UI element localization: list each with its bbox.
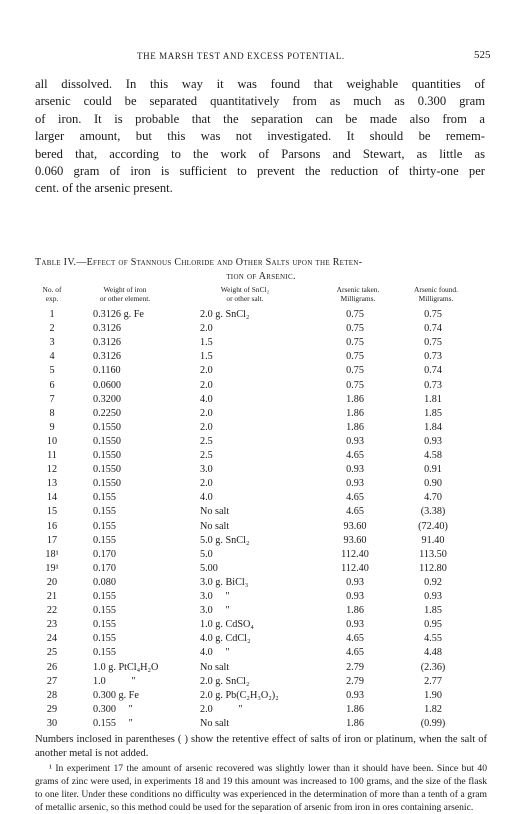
- cell-arsenic-found: 0.74: [424, 323, 442, 335]
- body-paragraph: [35, 76, 485, 198]
- cell-iron-weight: 0.300 ": [93, 703, 133, 715]
- cell-exp-no: 29: [46, 703, 58, 715]
- cell-salt-weight: 3.0 ": [200, 591, 230, 602]
- cell-iron-weight: 0.155: [93, 633, 116, 645]
- cell-arsenic-taken: 0.75: [346, 309, 364, 320]
- paragraph-line: 0.060 gram of iron is sufficient to prevent the reduction of thirty-one per: [35, 164, 485, 179]
- cell-arsenic-found: (2.36): [420, 661, 446, 673]
- table-row: [0, 436, 517, 451]
- paragraph-line: arsenic could be separated quantitatively from as much as 0.300 gram: [35, 94, 485, 109]
- cell-arsenic-taken: 0.93: [346, 619, 364, 631]
- table-row: [0, 478, 517, 493]
- cell-iron-weight: 0.1160: [93, 365, 121, 377]
- cell-arsenic-found: 0.91: [424, 464, 442, 476]
- table-row: [0, 450, 517, 465]
- cell-exp-no: 6: [49, 379, 55, 391]
- cell-arsenic-found: 0.73: [424, 379, 442, 391]
- cell-arsenic-taken: 112.40: [341, 562, 369, 574]
- cell-iron-weight: 0.155: [93, 619, 116, 631]
- table-row: [0, 633, 517, 648]
- paragraph-line: bered that, according to the work of Parsons and Stewart, as little as: [35, 146, 485, 161]
- cell-exp-no: 26: [46, 661, 58, 673]
- cell-salt-weight: No salt: [200, 717, 230, 729]
- table-caption: [35, 256, 487, 284]
- cell-arsenic-taken: 0.75: [346, 337, 364, 349]
- cell-arsenic-found: 0.92: [424, 576, 442, 588]
- column-header-salt: Weight of SnCl₂ or other salt.: [220, 285, 270, 303]
- cell-exp-no: 12: [46, 464, 58, 476]
- cell-iron-weight: 0.155: [93, 520, 116, 532]
- cell-exp-no: 11: [47, 450, 57, 461]
- cell-arsenic-found: 113.50: [419, 548, 447, 560]
- cell-arsenic-found: 0.95: [424, 619, 442, 631]
- table-row: [0, 506, 517, 521]
- cell-iron-weight: 0.3126 g. Fe: [93, 309, 144, 320]
- cell-exp-no: 20: [46, 576, 58, 588]
- cell-exp-no: 10: [46, 435, 58, 447]
- cell-salt-weight: 4.0: [200, 492, 213, 504]
- table-row: [0, 591, 517, 606]
- cell-salt-weight: 3.0 g. BiCl₃: [200, 576, 249, 588]
- cell-arsenic-taken: 1.86: [346, 407, 364, 419]
- table-row: [0, 690, 517, 705]
- cell-iron-weight: 0.155 ": [93, 717, 133, 729]
- cell-arsenic-taken: 0.93: [346, 576, 364, 588]
- cell-iron-weight: 0.155: [93, 647, 116, 659]
- cell-arsenic-found: 1.82: [424, 703, 442, 715]
- cell-salt-weight: No salt: [200, 506, 230, 518]
- table-row: [0, 535, 517, 550]
- table-row: [0, 309, 517, 324]
- cell-salt-weight: 1.5: [200, 337, 213, 349]
- cell-arsenic-taken: 1.86: [346, 393, 364, 405]
- cell-exp-no: 18¹: [45, 548, 59, 560]
- table-row: [0, 380, 517, 395]
- cell-iron-weight: 0.3126: [93, 337, 122, 349]
- cell-arsenic-found: 4.58: [424, 450, 442, 461]
- cell-iron-weight: 0.3126: [93, 323, 122, 335]
- cell-iron-weight: 0.3126: [93, 351, 122, 363]
- cell-arsenic-found: 0.74: [424, 365, 442, 377]
- cell-arsenic-found: 1.90: [424, 689, 442, 701]
- table-row: [0, 351, 517, 366]
- cell-arsenic-taken: 0.93: [346, 591, 364, 602]
- table-row: [0, 408, 517, 423]
- cell-iron-weight: 0.170: [93, 548, 116, 560]
- cell-arsenic-taken: 93.60: [343, 520, 367, 532]
- cell-salt-weight: 4.0: [200, 393, 213, 405]
- cell-arsenic-found: 4.48: [424, 647, 442, 659]
- cell-arsenic-found: 0.93: [424, 435, 442, 447]
- cell-arsenic-taken: 4.65: [346, 633, 364, 645]
- cell-salt-weight: 2.0: [200, 323, 213, 335]
- cell-arsenic-taken: 4.65: [346, 450, 364, 461]
- cell-salt-weight: No salt: [200, 520, 230, 532]
- cell-iron-weight: 0.3200: [93, 393, 122, 405]
- cell-iron-weight: 1.0 g. PtCl₄H₂O: [93, 661, 159, 673]
- table-row: [0, 619, 517, 634]
- paragraph-line: of iron. It is probable that the separation can be made also from a: [35, 111, 485, 126]
- table-row: [0, 577, 517, 592]
- cell-salt-weight: No salt: [200, 661, 230, 673]
- column-header-no: No. of exp.: [42, 285, 62, 303]
- cell-exp-no: 22: [46, 605, 58, 617]
- cell-exp-no: 2: [49, 323, 55, 335]
- cell-iron-weight: 0.1550: [93, 464, 122, 476]
- cell-salt-weight: 4.0 ": [200, 647, 230, 659]
- cell-exp-no: 5: [49, 365, 55, 377]
- cell-arsenic-found: 0.73: [424, 351, 442, 363]
- cell-arsenic-found: (3.38): [420, 506, 446, 518]
- cell-salt-weight: 2.0 g. Pb(C₂H₃O₂)₂: [200, 689, 279, 701]
- cell-iron-weight: 0.1550: [93, 478, 122, 490]
- cell-exp-no: 17: [46, 534, 58, 546]
- table-caption-line: Table IV.—Effect of Stannous Chloride and Other Salts upon the Reten-: [35, 257, 363, 268]
- cell-iron-weight: 0.2250: [93, 407, 122, 419]
- cell-arsenic-taken: 2.79: [346, 675, 364, 687]
- running-title: THE MARSH TEST AND EXCESS POTENTIAL.: [137, 51, 345, 61]
- cell-salt-weight: 5.0: [200, 548, 213, 560]
- cell-arsenic-found: 1.85: [424, 407, 442, 419]
- cell-exp-no: 3: [49, 337, 55, 349]
- cell-exp-no: 7: [49, 393, 55, 405]
- table-caption-line: tion of Arsenic.: [226, 271, 296, 282]
- cell-iron-weight: 0.1550: [93, 421, 122, 433]
- cell-arsenic-found: 0.93: [424, 591, 442, 602]
- running-head: [0, 49, 517, 63]
- cell-arsenic-taken: 1.86: [346, 605, 364, 617]
- table-row: [0, 521, 517, 536]
- cell-salt-weight: 3.0 ": [200, 605, 230, 617]
- cell-salt-weight: 1.0 g. CdSO₄: [200, 619, 254, 631]
- cell-arsenic-taken: 112.40: [341, 548, 369, 560]
- column-header-arsenic-taken: Arsenic taken. Milligrams.: [336, 285, 380, 303]
- cell-iron-weight: 1.0 ": [93, 675, 136, 687]
- cell-iron-weight: 0.155: [93, 591, 116, 602]
- cell-arsenic-taken: 0.75: [346, 379, 364, 391]
- cell-arsenic-taken: 93.60: [343, 534, 367, 546]
- cell-exp-no: 15: [46, 506, 58, 518]
- table-row: [0, 676, 517, 691]
- cell-salt-weight: 2.5: [200, 450, 213, 461]
- table-row: [0, 365, 517, 380]
- cell-exp-no: 9: [49, 421, 55, 433]
- cell-iron-weight: 0.155: [93, 534, 116, 546]
- cell-iron-weight: 0.080: [93, 576, 116, 588]
- column-header-iron: Weight of iron or other element.: [99, 285, 151, 303]
- table-row: [0, 492, 517, 507]
- table-row: [0, 549, 517, 564]
- cell-exp-no: 27: [46, 675, 58, 687]
- table-note: Numbers inclosed in parentheses ( ) show the retentive effect of salts of iron or platinum, when the salt of another metal is not added.: [35, 734, 487, 759]
- footnote: ¹ In experiment 17 the amount of arsenic recovered was slightly lower than it should have been. Since but 40 grams of zinc were used, in experiments 18 and 19 this amount was increased to 100 grams, and the size of the flask to one liter. Under these conditions no difficulty was experienced in the determination of more than a tenth of a gram of metallic arsenic, so this method could be used for the separation of arsenic from iron in ores containing arsenic.: [35, 763, 487, 813]
- table-row: [0, 422, 517, 437]
- table-row: [0, 662, 517, 677]
- cell-salt-weight: 2.0: [200, 421, 213, 433]
- cell-salt-weight: 2.0 g. SnCl₂: [200, 309, 250, 320]
- cell-salt-weight: 2.0 g. SnCl₂: [200, 675, 250, 687]
- cell-arsenic-taken: 0.93: [346, 464, 364, 476]
- cell-exp-no: 16: [46, 520, 58, 532]
- page-number: 525: [474, 49, 491, 61]
- cell-exp-no: 19¹: [45, 562, 59, 574]
- cell-iron-weight: 0.170: [93, 562, 116, 574]
- cell-arsenic-taken: 0.75: [346, 351, 364, 363]
- cell-arsenic-taken: 0.93: [346, 689, 364, 701]
- table-row: [0, 647, 517, 662]
- cell-exp-no: 23: [46, 619, 58, 631]
- table-row: [0, 323, 517, 338]
- cell-exp-no: 14: [46, 492, 58, 504]
- paragraph-line: larger amount, but this was not investigated. It should be remem-: [35, 129, 485, 144]
- cell-salt-weight: 2.0: [200, 407, 213, 419]
- cell-arsenic-found: 1.81: [424, 393, 442, 405]
- cell-arsenic-found: (72.40): [418, 520, 448, 532]
- table-row: [0, 605, 517, 620]
- cell-exp-no: 25: [46, 647, 58, 659]
- column-header-arsenic-found: Arsenic found. Milligrams.: [414, 285, 458, 303]
- cell-salt-weight: 2.5: [200, 435, 213, 447]
- cell-exp-no: 8: [49, 407, 55, 419]
- cell-arsenic-taken: 1.86: [346, 703, 364, 715]
- cell-exp-no: 24: [46, 633, 58, 645]
- cell-arsenic-found: 0.90: [424, 478, 442, 490]
- cell-arsenic-taken: 1.86: [346, 717, 364, 729]
- cell-arsenic-taken: 0.93: [346, 478, 364, 490]
- cell-arsenic-taken: 4.65: [346, 492, 364, 504]
- cell-exp-no: 1: [49, 309, 55, 320]
- cell-iron-weight: 0.300 g. Fe: [93, 689, 139, 701]
- cell-iron-weight: 0.1550: [93, 435, 122, 447]
- cell-salt-weight: 4.0 g. CdCl₂: [200, 633, 251, 645]
- cell-arsenic-taken: 4.65: [346, 506, 364, 518]
- cell-exp-no: 28: [46, 689, 58, 701]
- cell-arsenic-found: 0.75: [424, 337, 442, 349]
- cell-exp-no: 30: [46, 717, 58, 729]
- paragraph-line: cent. of the arsenic present.: [35, 181, 173, 196]
- cell-iron-weight: 0.0600: [93, 379, 122, 391]
- cell-salt-weight: 5.00: [200, 562, 218, 574]
- cell-arsenic-found: 1.84: [424, 421, 442, 433]
- table-row: [0, 563, 517, 578]
- cell-arsenic-taken: 0.75: [346, 323, 364, 335]
- paragraph-line: all dissolved. In this way it was found that weighable quantities of: [35, 77, 485, 91]
- cell-arsenic-taken: 4.65: [346, 647, 364, 659]
- cell-salt-weight: 3.0: [200, 464, 213, 476]
- table-row: [0, 704, 517, 719]
- cell-arsenic-found: 112.80: [419, 562, 447, 574]
- cell-arsenic-found: 0.75: [424, 309, 442, 320]
- table-row: [0, 337, 517, 352]
- cell-exp-no: 4: [49, 351, 55, 363]
- cell-salt-weight: 2.0: [200, 478, 213, 490]
- cell-arsenic-found: 2.77: [424, 675, 442, 687]
- cell-arsenic-found: 1.85: [424, 605, 442, 617]
- cell-arsenic-found: 91.40: [421, 534, 445, 546]
- cell-arsenic-taken: 0.93: [346, 435, 364, 447]
- cell-arsenic-taken: 2.79: [346, 661, 364, 673]
- table-row: [0, 394, 517, 409]
- cell-exp-no: 21: [46, 591, 58, 602]
- cell-arsenic-found: 4.55: [424, 633, 442, 645]
- table-row: [0, 718, 517, 733]
- table-row: [0, 464, 517, 479]
- cell-salt-weight: 1.5: [200, 351, 213, 363]
- cell-iron-weight: 0.1550: [93, 450, 122, 461]
- cell-salt-weight: 2.0: [200, 379, 213, 391]
- cell-arsenic-found: 4.70: [424, 492, 442, 504]
- cell-arsenic-taken: 1.86: [346, 421, 364, 433]
- cell-arsenic-taken: 0.75: [346, 365, 364, 377]
- cell-iron-weight: 0.155: [93, 492, 116, 504]
- cell-salt-weight: 2.0 ": [200, 703, 243, 715]
- cell-exp-no: 13: [46, 478, 58, 490]
- cell-iron-weight: 0.155: [93, 506, 116, 518]
- cell-iron-weight: 0.155: [93, 605, 116, 617]
- cell-salt-weight: 2.0: [200, 365, 213, 377]
- cell-salt-weight: 5.0 g. SnCl₂: [200, 534, 250, 546]
- cell-arsenic-found: (0.99): [420, 717, 446, 729]
